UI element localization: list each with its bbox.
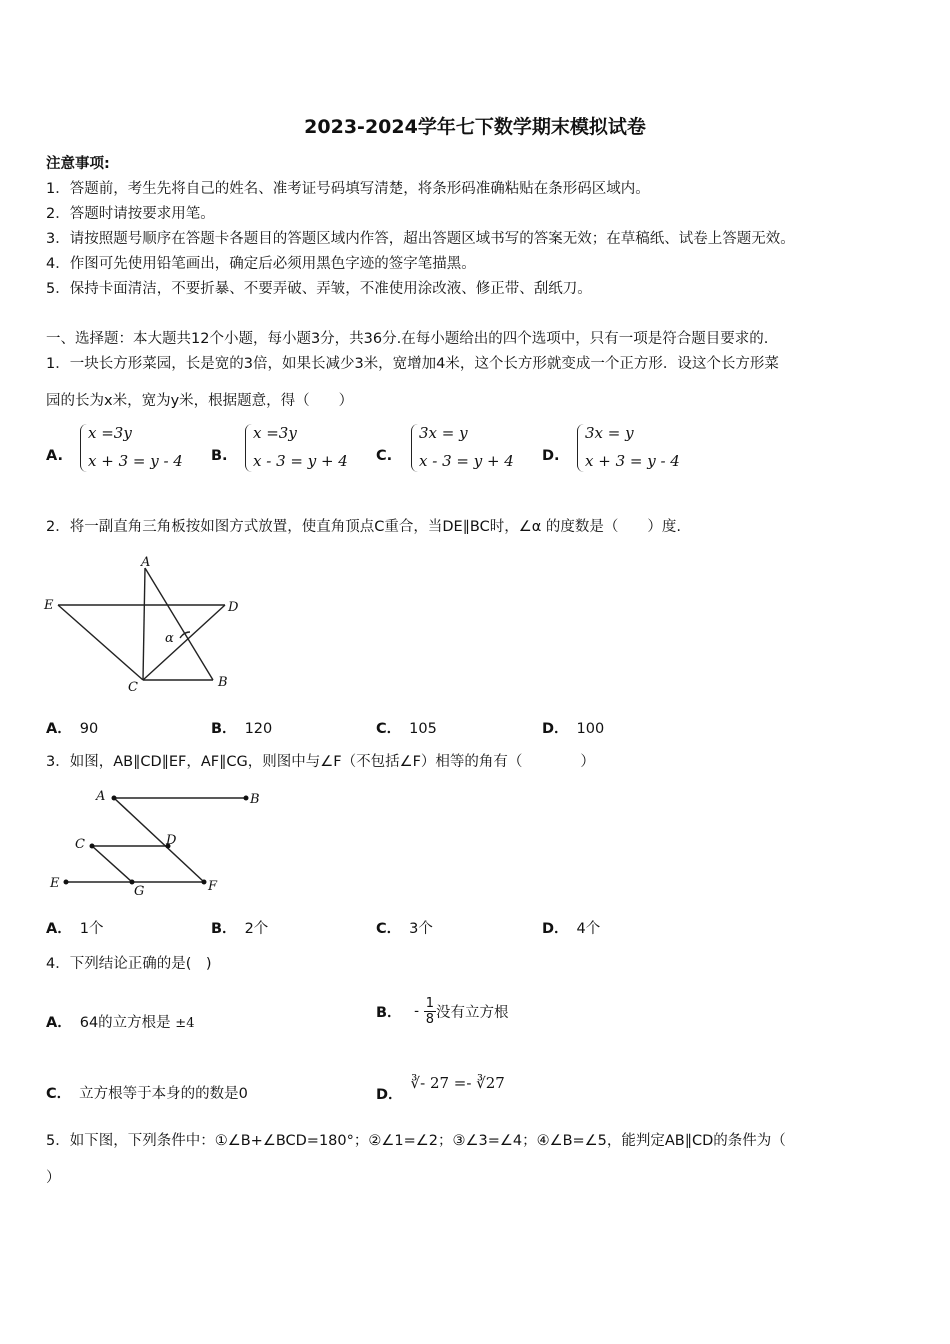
brace-icon: [577, 424, 584, 472]
fig-label-alpha: α: [165, 631, 174, 646]
fig-label-b: B: [218, 675, 228, 690]
page-title: 2023-2024学年七下数学期末模拟试卷: [304, 116, 646, 138]
q4-option-a[interactable]: A． 64的立方根是 ±4: [46, 1015, 195, 1031]
q2-option-c[interactable]: C． 105: [376, 721, 437, 737]
fig-label-d: D: [228, 600, 239, 615]
q1-option-d-system: 3x = y x + 3 = y - 4: [577, 424, 697, 474]
q4-option-c[interactable]: C． 立方根等于本身的的数是0: [46, 1086, 248, 1102]
q5-text-line2: ）: [46, 1170, 61, 1186]
q1-option-c-system: 3x = y x - 3 = y + 4: [411, 424, 531, 474]
q1-option-a-label[interactable]: A.: [46, 448, 63, 464]
q1-text-line2: 园的长为x米，宽为y米，根据题意，得（ ）: [46, 393, 354, 409]
q4-option-b[interactable]: B． - $\frac{1}{8}$ 没有立方根: [376, 996, 509, 1027]
q1-option-b-label[interactable]: B.: [211, 448, 228, 464]
q2-text: 2．将一副直角三角板按如图方式放置，使直角顶点C重合，当DE∥BC时，∠α 的度数是（ ）度.: [46, 519, 682, 535]
q3-option-c[interactable]: C． 3个: [376, 921, 433, 937]
fig-label-g: G: [134, 884, 145, 899]
fig-label-e: E: [50, 876, 60, 891]
notice-item-3: 3．请按照题号顺序在答题卡各题目的答题区域内作答，超出答题区域书写的答案无效；在草稿纸、试卷上答题无效。: [46, 231, 795, 247]
q3-text: 3．如图，AB∥CD∥EF，AF∥CG，则图中与∠F（不包括∠F）相等的角有（ ）: [46, 754, 595, 770]
fig-label-a: A: [141, 555, 151, 570]
fig-label-a: A: [96, 789, 106, 804]
q1-option-c-label[interactable]: C.: [376, 448, 393, 464]
q1-option-d-label[interactable]: D.: [542, 448, 560, 464]
q4-option-d[interactable]: D．∛- 27 =- ∛27: [376, 1074, 505, 1103]
q3-option-a[interactable]: A． 1个: [46, 921, 104, 937]
q1-option-a-system: x =3y x + 3 = y - 4: [80, 424, 200, 474]
q2-option-b[interactable]: B． 120: [211, 721, 273, 737]
notice-heading: 注意事项:: [46, 156, 110, 172]
q4-text: 4．下列结论正确的是( ): [46, 956, 212, 972]
notice-item-4: 4．作图可先使用铅笔画出，确定后必须用黑色字迹的签字笔描黑。: [46, 256, 476, 272]
notice-item-1: 1．答题前，考生先将自己的姓名、准考证号码填写清楚，将条形码准确粘贴在条形码区域内。: [46, 181, 650, 197]
fig-label-d: D: [166, 833, 177, 848]
q3-option-d[interactable]: D． 4个: [542, 921, 601, 937]
q5-text-line1: 5．如下图，下列条件中：①∠B+∠BCD=180°；②∠1=∠2；③∠3=∠4；④∠B=∠5，能判定AB∥CD的条件为（: [46, 1133, 786, 1149]
fig-label-c: C: [75, 837, 85, 852]
q2-triangle-figure: [40, 550, 250, 695]
q2-option-a[interactable]: A． 90: [46, 721, 99, 737]
brace-icon: [411, 424, 418, 472]
brace-icon: [80, 424, 87, 472]
fraction: $\frac{1}{8}$: [425, 996, 434, 1027]
q2-option-d[interactable]: D． 100: [542, 721, 605, 737]
section-heading: 一、选择题：本大题共12个小题，每小题3分，共36分.在每小题给出的四个选项中，只有一项是符合题目要求的.: [46, 331, 769, 347]
fig-label-e: E: [44, 598, 54, 613]
brace-icon: [245, 424, 252, 472]
q3-parallel-figure: [44, 784, 274, 899]
q1-option-b-system: x =3y x - 3 = y + 4: [245, 424, 365, 474]
q1-text-line1: 1．一块长方形菜园，长是宽的3倍，如果长减少3米，宽增加4米，这个长方形就变成一个正方形．设这个长方形菜: [46, 356, 779, 372]
fig-label-b: B: [250, 792, 260, 807]
notice-item-5: 5．保持卡面清洁，不要折暴、不要弄破、弄皱，不准使用涂改液、修正带、刮纸刀。: [46, 281, 592, 297]
q3-option-b[interactable]: B． 2个: [211, 921, 269, 937]
fig-label-f: F: [208, 879, 218, 894]
notice-item-2: 2．答题时请按要求用笔。: [46, 206, 215, 222]
fig-label-c: C: [128, 680, 138, 695]
